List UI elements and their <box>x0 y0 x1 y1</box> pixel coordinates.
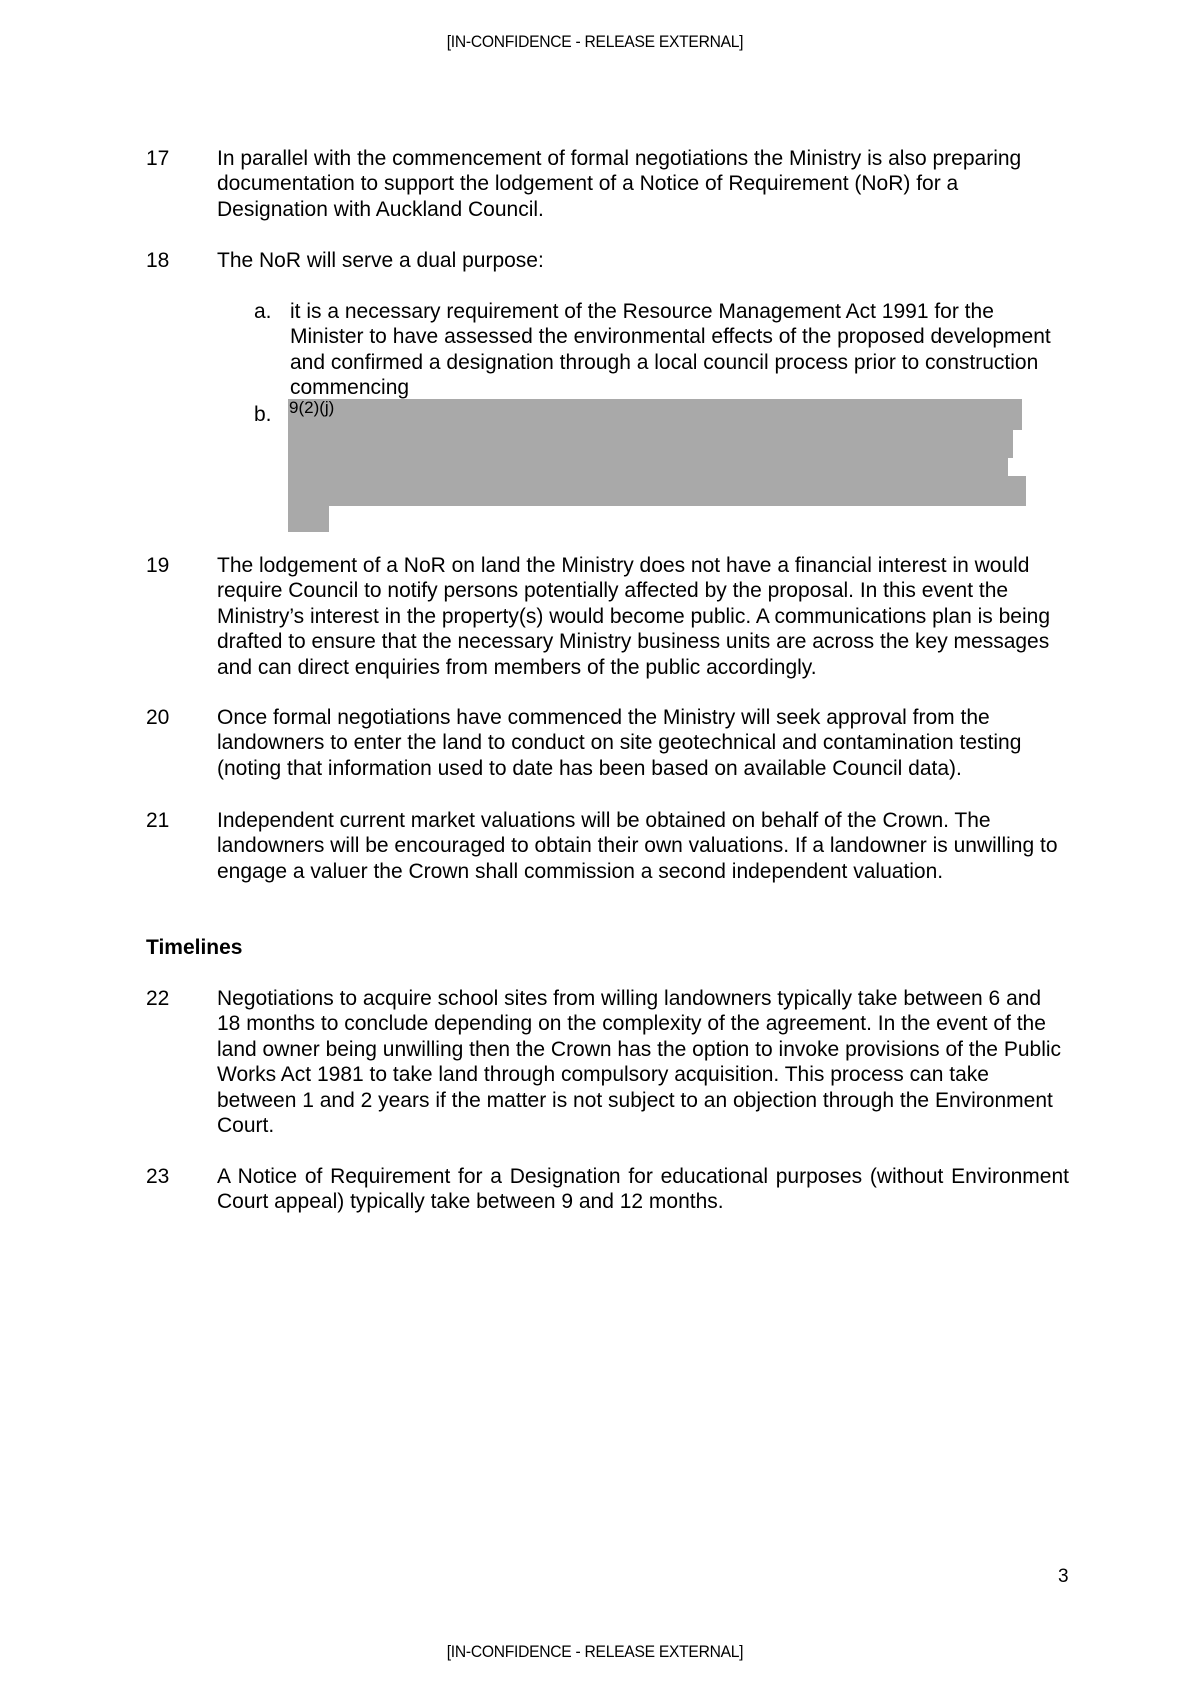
paragraph-22: Negotiations to acquire school sites from willing landowners typically take between 6 and 18 months to conclude depending on the complexity of the agreement. In the event of the land owner being unwilling then the Crown has the option to invoke provisions of the Public Works Act 1981 to take land through compulsory acquisition. This process can take between 1 and 2 years if the matter is not subject to an objection through the Environment Court. <box>217 987 1062 1138</box>
paragraph-number: 21 <box>146 809 170 832</box>
section-heading: Timelines <box>146 936 243 959</box>
classification-header: [IN-CONFIDENCE - RELEASE EXTERNAL] <box>446 32 744 51</box>
paragraph-21: Independent current market valuations will be obtained on behalf of the Crown. The landowners will be encouraged to obtain their own valuations. If a landowner is unwilling to engage a valuer the Crown shall commission a second independent valuation. <box>217 809 1058 883</box>
sub-item-letter: a. <box>254 300 272 323</box>
redaction-label: 9(2)(j) <box>289 398 335 417</box>
paragraph-number: 23 <box>146 1165 170 1188</box>
paragraph-17: In parallel with the commencement of formal negotiations the Ministry is also preparing documentation to support the lodgement of a Notice of Requirement (NoR) for a Designation with Auckland Council. <box>217 147 1022 221</box>
paragraph-number: 20 <box>146 706 170 729</box>
page-number: 3 <box>1058 1566 1069 1587</box>
paragraph-number: 22 <box>146 987 170 1010</box>
paragraph-18: The NoR will serve a dual purpose: <box>217 249 544 272</box>
paragraph-23: A Notice of Requirement for a Designation for educational purposes (without Environment Court appeal) typically take between 9 and 12 months. <box>217 1165 1069 1214</box>
paragraph-20: Once formal negotiations have commenced the Ministry will seek approval from the landowners to enter the land to conduct on site geotechnical and contamination testing (noting that information used to date has been based on available Council data). <box>217 706 1022 780</box>
paragraph-number: 17 <box>146 147 170 170</box>
sub-item-letter: b. <box>254 403 272 426</box>
sub-item-a: it is a necessary requirement of the Resource Management Act 1991 for the Minister to have assessed the environmental effects of the proposed development and confirmed a designation through a local council process prior to construction commencing <box>290 300 1051 400</box>
paragraph-number: 19 <box>146 554 170 577</box>
paragraph-number: 18 <box>146 249 170 272</box>
paragraph-19: The lodgement of a NoR on land the Ministry does not have a financial interest in would require Council to notify persons potentially affected by the proposal. In this event the Ministry’s interest in the property(s) would become public. A communications plan is being drafted to ensure that the necessary Ministry business units are across the key messages and can direct enquiries from members of the public accordingly. <box>217 554 1051 679</box>
classification-footer: [IN-CONFIDENCE - RELEASE EXTERNAL] <box>446 1642 744 1661</box>
